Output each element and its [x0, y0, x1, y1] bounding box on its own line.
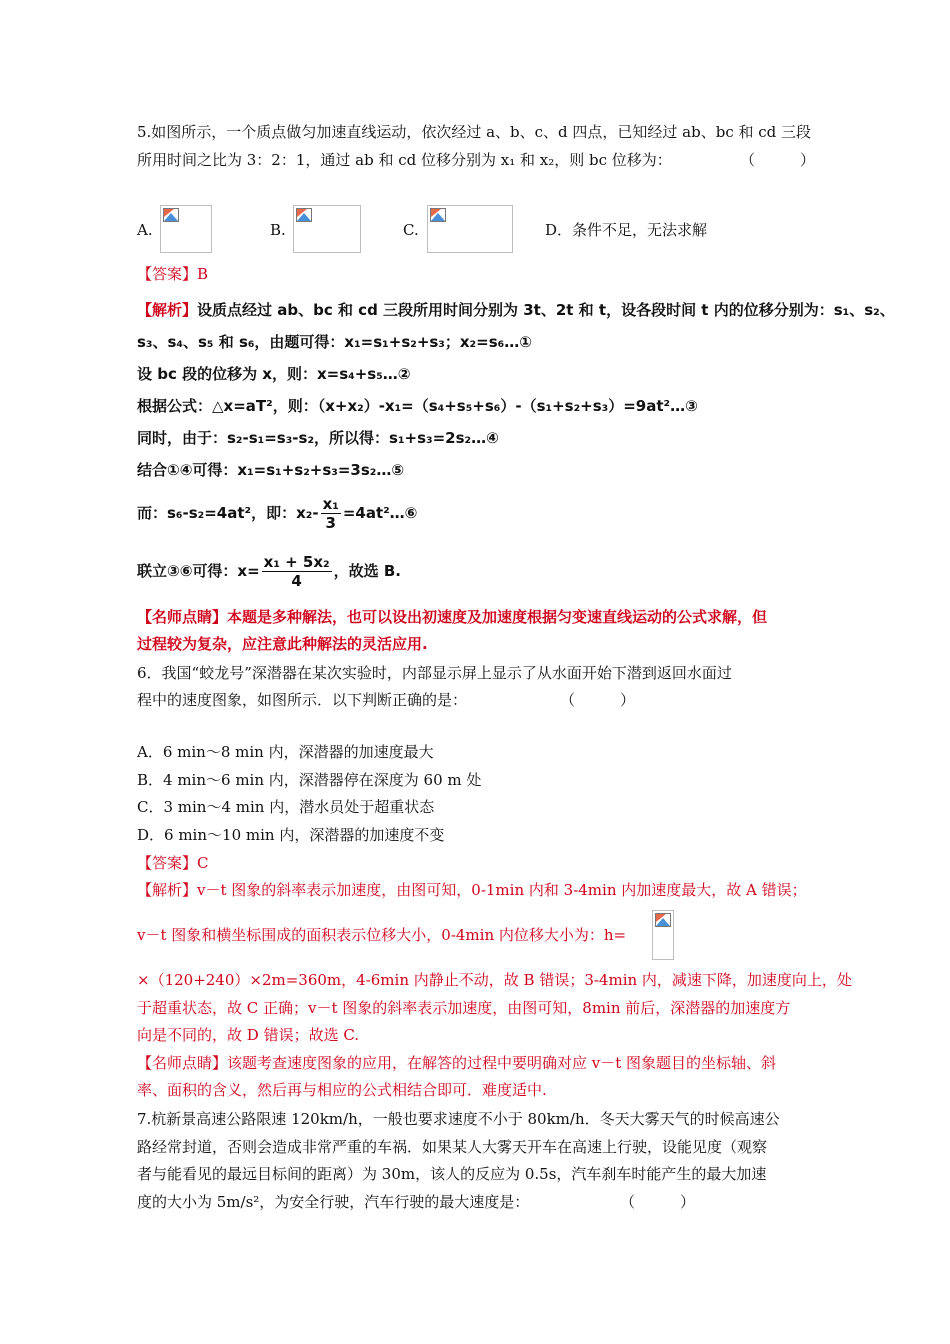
q7-stem-line2: 路经常封道，否则会造成非常严重的车祸．如果某人大雾天开车在高速上行驶，设能见度（观察: [137, 1138, 768, 1156]
q5-eq6-left: 而：s₆-s₂=4at²，即：x₂-: [137, 504, 319, 522]
q5-result-right: ，故选 B.: [333, 562, 401, 580]
q5-option-a-label: A.: [137, 221, 153, 239]
q5-analysis-line4: 根据公式：△x=aT²，则：（x+x₂）-x₁=（s₄+s₅+s₆）-（s₁+s₂+s₃）=9at²…③: [137, 397, 698, 415]
q5-result-left: 联立③⑥可得：x=: [137, 562, 260, 580]
q5-eq6-right: =4at²…⑥: [342, 504, 418, 522]
q5-analysis-label: 【解析】: [137, 301, 198, 319]
q5-analysis-line2: s₃、s₄、s₅ 和 s₆，由题可得：x₁=s₁+s₂+s₃；x₂=s₆…①: [137, 333, 532, 351]
q6-option-b: B．4 min～6 min 内，深潜器停在深度为 60 m 处: [137, 771, 482, 789]
q5-eq6-numerator: x₁: [322, 495, 339, 513]
q5-eq6-denominator: 3: [325, 514, 336, 532]
q5-analysis-line7: [137, 494, 417, 532]
q6-stem-line1: 6．我国“蛟龙号”深潜器在某次实验时，内部显示屏上显示了从水面开始下潜到返回水面过: [137, 664, 732, 682]
q5-stem-line2: 所用时间之比为 3：2：1，通过 ab 和 cd 位移分别为 x₁ 和 x₂，则 bc 位移为：: [137, 151, 672, 169]
q5-analysis-line6: 结合①④可得：x₁=s₁+s₂+s₃=3s₂…⑤: [137, 461, 405, 479]
q5-option-b-image: [293, 205, 361, 253]
broken-image-icon: [163, 208, 179, 222]
q5-tip-line1: 【名师点睛】本题是多种解法，也可以设出初速度及加速度根据匀变速直线运动的公式求解，但: [137, 608, 768, 626]
q6-analysis-line4: 于超重状态，故 C 正确；v－t 图象的斜率表示加速度，由图可知，8min 前后，深潜器的加速度方: [137, 999, 791, 1017]
q5-analysis-line8: [137, 552, 401, 590]
broken-image-icon: [430, 208, 446, 222]
q5-analysis-line5: 同时，由于：s₂-s₁=s₃-s₂，所以得：s₁+s₃=2s₂…④: [137, 429, 499, 447]
q5-result-numerator: x₁ + 5x₂: [263, 553, 330, 571]
q6-tip-line1: 【名师点睛】该题考查速度图象的应用，在解答的过程中要明确对应 v－t 图象题目的坐标轴、斜: [137, 1054, 777, 1072]
q6-analysis-line1: 【解析】v－t 图象的斜率表示加速度，由图可知，0-1min 内和 3-4min 内加速度最大，故 A 错误；: [137, 881, 807, 899]
broken-image-icon: [655, 913, 671, 927]
q5-answer-paren: （ ）: [740, 151, 816, 169]
q6-analysis-line5: 向是不同的，故 D 错误；故选 C.: [137, 1026, 360, 1044]
q5-result-fraction: [262, 553, 332, 590]
q5-answer: 【答案】B: [137, 265, 209, 283]
q5-analysis-text1: 设质点经过 ab、bc 和 cd 三段所用时间分别为 3t、2t 和 t，设各段时间 t 内的位移分别为：s₁、s₂、: [197, 301, 895, 319]
q5-option-c-image: [427, 205, 513, 253]
q6-option-d: D．6 min～10 min 内，深潜器的加速度不变: [137, 826, 445, 844]
q6-stem-line2: 程中的速度图象，如图所示．以下判断正确的是：: [137, 691, 468, 709]
q6-tip-line2: 率、面积的含义，然后再与相应的公式相结合即可．难度适中.: [137, 1081, 547, 1099]
q6-analysis-line2: v－t 图象和横坐标围成的面积表示位移大小，0-4min 内位移大小为：h=: [137, 926, 627, 944]
q7-stem-line1: 7.杭新景高速公路限速 120km/h，一般也要求速度不小于 80km/h．冬天大雾天气的时候高速公: [137, 1110, 780, 1128]
q5-option-d: D．条件不足，无法求解: [545, 221, 708, 239]
q5-analysis-line1: [137, 300, 895, 320]
q5-option-b-label: B.: [270, 221, 286, 239]
q6-analysis-line3: ×（120+240）×2m=360m，4-6min 内静止不动，故 B 错误；3-4min 内，减速下降，加速度向上，处: [137, 971, 852, 989]
q5-eq6-fraction: [321, 495, 341, 532]
q5-tip-line2: 过程较为复杂，应注意此种解法的灵活应用.: [137, 635, 428, 653]
q6-option-a: A．6 min～8 min 内，深潜器的加速度最大: [137, 743, 434, 761]
q5-result-denominator: 4: [291, 572, 302, 590]
q5-option-a-image: [160, 205, 212, 253]
q6-answer-paren: （ ）: [560, 691, 636, 709]
broken-image-icon: [296, 208, 312, 222]
q7-stem-line3: 者与能看见的最远目标间的距离）为 30m，该人的反应为 0.5s，汽车刹车时能产生的最大加速: [137, 1165, 767, 1183]
q6-answer: 【答案】C: [137, 854, 209, 872]
q7-stem-line4: 度的大小为 5m/s²，为安全行驶，汽车行驶的最大速度是：: [137, 1193, 530, 1211]
q7-answer-paren: （ ）: [620, 1193, 696, 1211]
q5-stem-line1: 5.如图所示，一个质点做匀加速直线运动，依次经过 a、b、c、d 四点，已知经过 ab、bc 和 cd 三段: [137, 123, 812, 141]
q6-option-c: C．3 min～4 min 内，潜水员处于超重状态: [137, 798, 435, 816]
q5-analysis-line3: 设 bc 段的位移为 x，则：x=s₄+s₅…②: [137, 365, 411, 383]
q5-option-c-label: C.: [403, 221, 419, 239]
q6-fraction-image: [652, 910, 674, 960]
